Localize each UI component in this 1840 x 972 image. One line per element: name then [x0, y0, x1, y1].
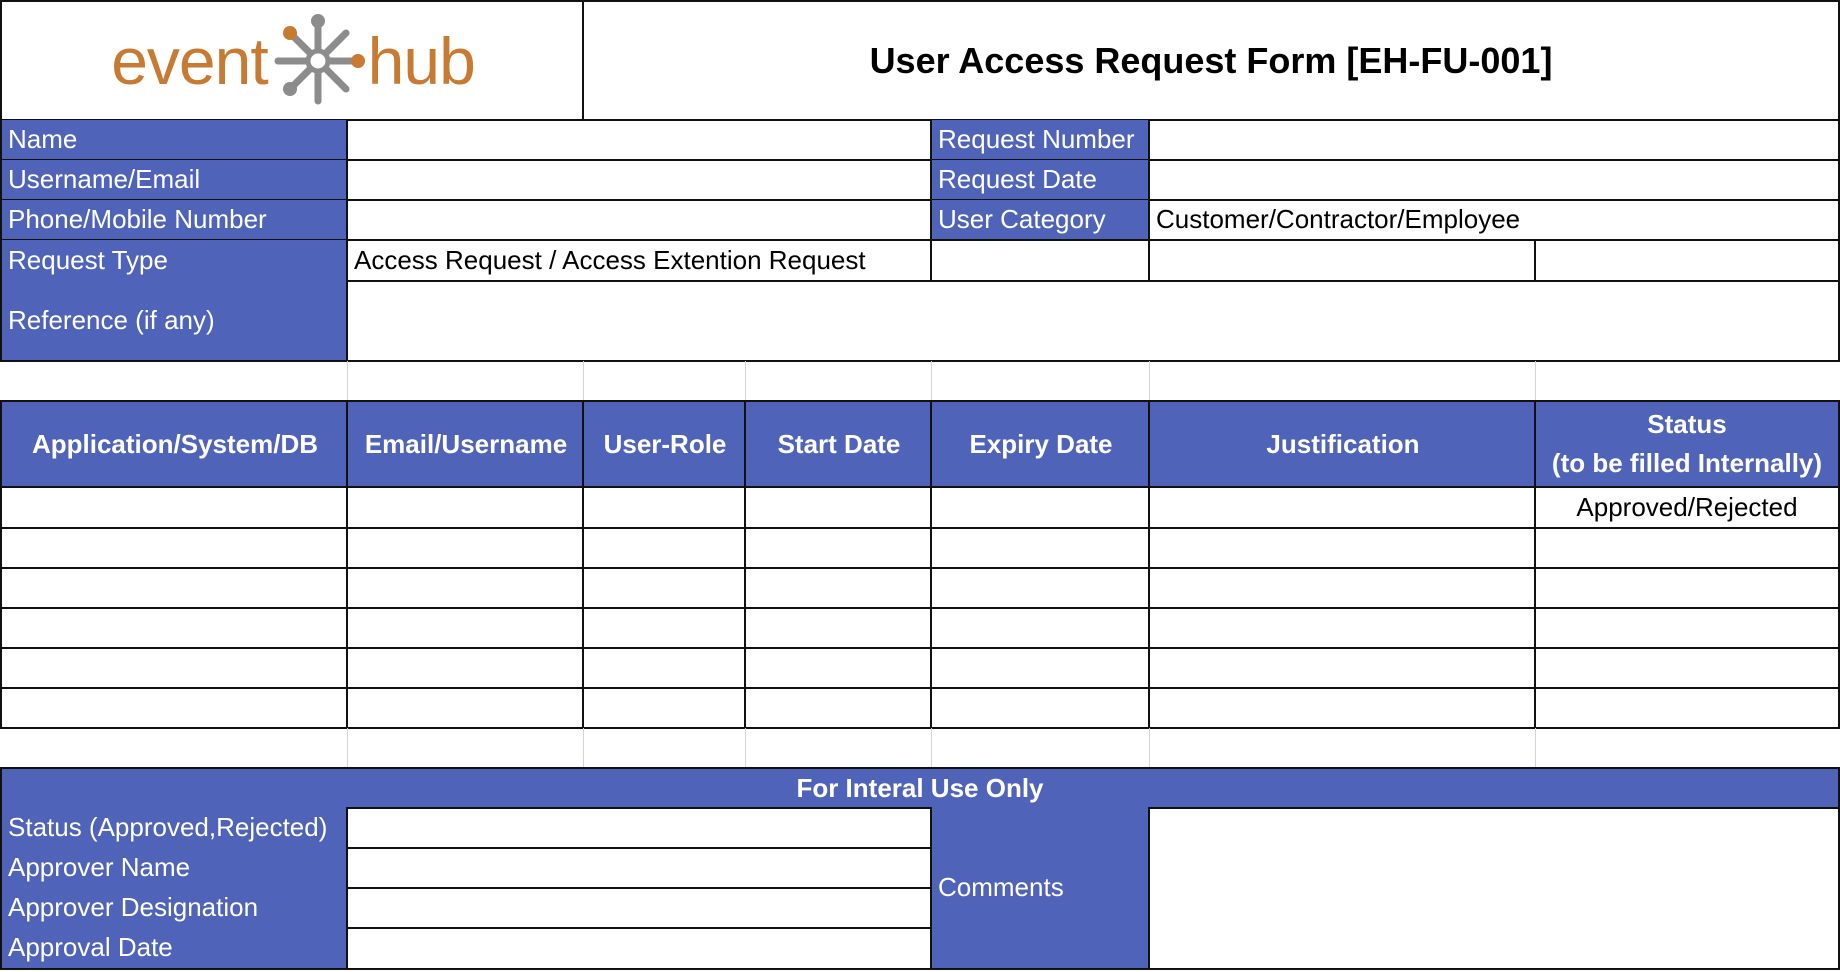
cell-status[interactable] — [1534, 647, 1840, 689]
reference-label: Reference (if any) — [0, 280, 348, 362]
request-number-label: Request Number — [930, 120, 1150, 161]
comments-label: Comments — [930, 807, 1150, 970]
cell-expiry-date[interactable] — [930, 647, 1150, 689]
cell-justification[interactable] — [1148, 487, 1536, 529]
spacer-cell — [745, 728, 932, 768]
cell-status[interactable] — [1534, 607, 1840, 649]
cell-start-date[interactable] — [744, 527, 932, 569]
spacer-cell — [347, 361, 584, 401]
cell-user-role[interactable] — [582, 687, 746, 729]
cell-application[interactable] — [0, 527, 348, 569]
name-label: Name — [0, 120, 348, 161]
cell-email[interactable] — [346, 687, 584, 729]
logo-mark-icon — [270, 13, 366, 109]
name-field[interactable] — [346, 120, 932, 161]
cell-justification[interactable] — [1148, 567, 1536, 609]
approver-designation-field[interactable] — [346, 887, 932, 929]
col-header-email: Email/Username — [346, 400, 584, 488]
username-field[interactable] — [346, 160, 932, 201]
cell-email[interactable] — [346, 567, 584, 609]
approver-name-field[interactable] — [346, 847, 932, 889]
logo — [0, 0, 584, 121]
empty-cell — [930, 240, 1150, 282]
approver-designation-label: Approver Designation — [0, 887, 348, 929]
cell-justification[interactable] — [1148, 527, 1536, 569]
internal-status-label: Status (Approved,Rejected) — [0, 807, 348, 849]
cell-status[interactable] — [1534, 687, 1840, 729]
approval-date-label: Approval Date — [0, 927, 348, 970]
cell-application[interactable] — [0, 607, 348, 649]
cell-expiry-date[interactable] — [930, 527, 1150, 569]
cell-start-date[interactable] — [744, 567, 932, 609]
cell-expiry-date[interactable] — [930, 687, 1150, 729]
cell-email[interactable] — [346, 527, 584, 569]
cell-expiry-date[interactable] — [930, 487, 1150, 529]
cell-start-date[interactable] — [744, 687, 932, 729]
phone-field[interactable] — [346, 200, 932, 241]
cell-user-role[interactable] — [582, 607, 746, 649]
cell-email[interactable] — [346, 607, 584, 649]
spacer-cell — [0, 728, 348, 768]
cell-expiry-date[interactable] — [930, 567, 1150, 609]
approval-date-field[interactable] — [346, 927, 932, 970]
logo-word-event: event — [111, 23, 268, 98]
cell-start-date[interactable] — [744, 487, 932, 529]
approver-name-label: Approver Name — [0, 847, 348, 889]
cell-email[interactable] — [346, 487, 584, 529]
cell-start-date[interactable] — [744, 607, 932, 649]
cell-user-role[interactable] — [582, 647, 746, 689]
spacer-cell — [1535, 361, 1840, 401]
comments-field[interactable] — [1148, 807, 1840, 970]
spacer-cell — [1535, 728, 1840, 768]
reference-field[interactable] — [346, 280, 1840, 362]
internal-status-field[interactable] — [346, 807, 932, 849]
user-category-field[interactable]: Customer/Contractor/Employee — [1148, 200, 1840, 241]
request-date-label: Request Date — [930, 160, 1150, 201]
internal-use-title: For Interal Use Only — [0, 767, 1840, 809]
cell-user-role[interactable] — [582, 567, 746, 609]
cell-application[interactable] — [0, 487, 348, 529]
spacer-cell — [583, 361, 746, 401]
col-header-justification: Justification — [1148, 400, 1536, 488]
empty-cell — [1148, 240, 1536, 282]
cell-application[interactable] — [0, 647, 348, 689]
cell-justification[interactable] — [1148, 647, 1536, 689]
cell-status[interactable] — [1534, 527, 1840, 569]
col-header-start-date: Start Date — [744, 400, 932, 488]
form-title: User Access Request Form [EH-FU-001] — [582, 0, 1840, 121]
request-type-label: Request Type — [0, 240, 348, 282]
cell-start-date[interactable] — [744, 647, 932, 689]
cell-user-role[interactable] — [582, 487, 746, 529]
user-category-label: User Category — [930, 200, 1150, 241]
cell-expiry-date[interactable] — [930, 607, 1150, 649]
col-header-user-role: User-Role — [582, 400, 746, 488]
spacer-cell — [347, 728, 584, 768]
col-header-status: Status (to be filled Internally) — [1534, 400, 1840, 488]
cell-email[interactable] — [346, 647, 584, 689]
cell-justification[interactable] — [1148, 607, 1536, 649]
spacer-cell — [1149, 361, 1536, 401]
spacer-cell — [931, 361, 1150, 401]
phone-label: Phone/Mobile Number — [0, 200, 348, 241]
empty-cell — [1534, 240, 1840, 282]
cell-user-role[interactable] — [582, 527, 746, 569]
spacer-cell — [583, 728, 746, 768]
cell-status[interactable]: Approved/Rejected — [1534, 487, 1840, 529]
spacer-cell — [1149, 728, 1536, 768]
spacer-cell — [0, 361, 348, 401]
col-header-expiry-date: Expiry Date — [930, 400, 1150, 488]
cell-justification[interactable] — [1148, 687, 1536, 729]
spacer-cell — [931, 728, 1150, 768]
cell-status[interactable] — [1534, 567, 1840, 609]
username-label: Username/Email — [0, 160, 348, 201]
request-date-field[interactable] — [1148, 160, 1840, 201]
request-type-field[interactable]: Access Request / Access Extention Request — [346, 240, 932, 282]
logo-word-hub: hub — [367, 23, 475, 98]
cell-application[interactable] — [0, 567, 348, 609]
cell-application[interactable] — [0, 687, 348, 729]
request-number-field[interactable] — [1148, 120, 1840, 161]
spacer-cell — [745, 361, 932, 401]
col-header-application: Application/System/DB — [0, 400, 348, 488]
